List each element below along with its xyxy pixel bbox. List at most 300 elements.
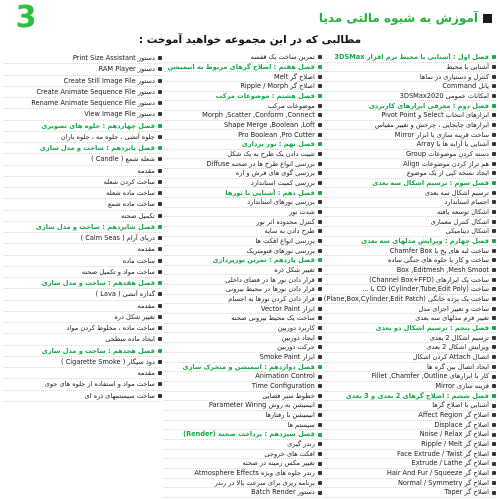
square-bullet-icon: [158, 292, 162, 296]
list-item: [324, 314, 496, 324]
square-bullet-icon: [318, 123, 322, 127]
list-item-text: ساخت یک پرده خانگی (Plane,Box,Cylinder,Edit Patch): [323, 295, 489, 304]
list-item-text: ساخت کردن شعله: [103, 177, 155, 186]
square-bullet-icon: [158, 101, 162, 105]
section-heading: [324, 179, 496, 189]
list-item: [324, 198, 496, 208]
square-bullet-icon: [158, 360, 162, 364]
list-item: [164, 208, 322, 218]
list-item: [4, 53, 162, 64]
list-item-text: Morph ,Scatter ,Conform ,Connect: [202, 111, 315, 120]
list-item-text: دریای آرام ( Calm Seas ): [80, 234, 155, 242]
list-item: [4, 154, 162, 165]
list-item: [324, 440, 496, 450]
square-bullet-icon: [492, 481, 496, 485]
list-item: [324, 217, 496, 227]
square-bullet-icon: [318, 471, 322, 475]
list-item: [324, 140, 496, 150]
square-bullet-icon: [318, 452, 322, 456]
list-item-text: بررسی نورهای استاندارد: [247, 198, 315, 207]
square-bullet-icon: [318, 94, 322, 98]
square-bullet-icon: [492, 133, 496, 137]
square-bullet-icon: [492, 249, 496, 253]
list-item: [164, 488, 322, 498]
list-item: [164, 82, 322, 92]
square-bullet-icon: [492, 316, 496, 320]
square-bullet-icon: [492, 491, 496, 495]
square-bullet-icon: [492, 442, 496, 446]
section-heading: [164, 256, 322, 266]
square-bullet-icon: [158, 315, 162, 319]
list-item-text: تغییر شکل ذره: [114, 312, 155, 321]
list-item: [164, 392, 322, 402]
list-item-text: موضوعات مرکب: [267, 101, 315, 110]
list-item: [164, 440, 322, 450]
list-item-text: دستور Create Still Image File: [63, 76, 155, 85]
list-item-text: برنامه ریزی برای سرعت بالا در رندر: [214, 478, 315, 487]
list-item-text: ساخت ماده: [122, 256, 155, 265]
square-bullet-icon: [318, 229, 322, 233]
square-bullet-icon: [158, 146, 162, 150]
list-item-text: خطوط سیر فضایی: [262, 391, 315, 400]
list-item: [324, 63, 496, 73]
topic-column-2: [164, 53, 322, 498]
list-item-text: ایجاد ماده سطحی: [105, 335, 155, 344]
square-bullet-icon: [492, 123, 496, 127]
list-item-text: فصل هفدهم : ساخت و مدل سازی: [41, 279, 155, 287]
list-item: [324, 304, 496, 314]
list-item: [324, 159, 496, 169]
list-item: [324, 372, 496, 382]
square-bullet-icon: [492, 278, 496, 282]
list-item-text: ابزار Vector Paint: [260, 304, 315, 313]
list-item-text: تمرین ساخت یک قفسه: [250, 53, 315, 62]
square-bullet-icon: [492, 55, 496, 59]
list-item: [324, 256, 496, 266]
section-heading: [4, 143, 162, 154]
list-item: [324, 266, 496, 276]
square-bullet-icon: [318, 413, 322, 417]
square-bullet-icon: [318, 297, 322, 301]
list-item: [324, 92, 496, 102]
list-item: [4, 233, 162, 244]
topic-column-3: [4, 53, 162, 498]
list-item-text: فصل هفتم : اصلاح گرهای مربوط به انیمیشن: [167, 62, 315, 71]
list-item-text: بررسی کمیت استاندارد: [250, 178, 315, 187]
list-item: [4, 256, 162, 267]
section-heading: [4, 121, 162, 132]
square-bullet-icon: [318, 394, 322, 398]
list-item: [164, 150, 322, 160]
list-item: [324, 121, 496, 131]
list-item-text: اشکال توسعه یافته: [437, 207, 489, 216]
list-item-text: ساخت ماده شعله: [106, 189, 155, 197]
volume-number-badge: 3: [15, 0, 37, 35]
square-bullet-icon: [492, 65, 496, 69]
square-bullet-icon: [318, 210, 322, 214]
square-bullet-icon: [318, 162, 322, 166]
list-item-text: ایجاد دوربین: [281, 333, 315, 342]
list-item-text: بررسی انواع افکت ها: [255, 236, 315, 245]
square-bullet-icon: [318, 316, 322, 320]
square-bullet-icon: [492, 75, 496, 79]
square-bullet-icon: [492, 404, 496, 408]
square-bullet-icon: [318, 65, 322, 69]
list-item-text: مقدمه: [137, 245, 155, 254]
list-item-text: ساخت سیستمهای ذره ای: [84, 391, 155, 400]
square-bullet-icon: [492, 152, 496, 156]
square-bullet-icon: [492, 365, 496, 369]
section-heading: [4, 346, 162, 357]
square-bullet-icon: [318, 200, 322, 204]
list-item: [324, 285, 496, 295]
list-item: [4, 368, 162, 379]
topic-column-1: [324, 53, 496, 498]
list-item-text: دستور Print Size Assistant: [72, 54, 155, 62]
list-item: [164, 121, 322, 131]
list-item-text: اصلاح گر Ripple / Melt: [421, 440, 489, 449]
square-bullet-icon: [318, 433, 322, 437]
square-bullet-icon: [158, 157, 162, 161]
square-bullet-icon: [492, 191, 496, 195]
list-item-text: افکت های خروجی: [264, 449, 315, 458]
square-bullet-icon: [492, 375, 496, 379]
list-item-text: قرینه سازی Mirror: [435, 382, 489, 391]
section-heading: [324, 53, 496, 63]
square-bullet-icon: [158, 281, 162, 285]
list-item: [164, 479, 322, 489]
list-item-text: اشکال دینامیکی: [445, 227, 489, 236]
list-item-text: فصل شانزدهم : ساخت و مدل سازی: [35, 222, 155, 231]
square-bullet-icon: [158, 202, 162, 206]
square-bullet-icon: [492, 326, 496, 330]
list-item-text: مقدمه: [137, 166, 155, 175]
list-item: [4, 64, 162, 75]
section-heading: [324, 324, 496, 334]
list-item: [164, 343, 322, 353]
square-bullet-icon: [492, 104, 496, 108]
list-item-text: Shape Merge ,Boolean ,Loft: [224, 120, 315, 129]
list-item: [4, 76, 162, 87]
list-item-text: اصلاح گر Face Extrude / Twist: [397, 449, 489, 458]
square-bullet-icon: [492, 336, 496, 340]
list-item-text: تکمیل صحنه: [121, 211, 155, 220]
square-bullet-icon: [318, 142, 322, 146]
square-bullet-icon: [318, 258, 322, 262]
list-item: [324, 150, 496, 160]
square-bullet-icon: [158, 225, 162, 229]
square-bullet-icon: [158, 337, 162, 341]
list-item-text: امکانات عمومی 3DSMax2020: [399, 91, 489, 100]
list-item: [324, 333, 496, 343]
list-item-text: انیمیشن به روش Parameter Wiring: [208, 401, 315, 410]
section-heading: [164, 363, 322, 373]
list-item: [324, 421, 496, 431]
list-item-text: فصل دهم : آشنایی با نورها: [225, 188, 315, 197]
square-bullet-icon: [158, 371, 162, 375]
list-item-text: آشنایی با محیط: [446, 62, 489, 71]
square-bullet-icon: [158, 169, 162, 173]
section-heading: [164, 92, 322, 102]
list-item-text: ساخت مواد و استفاده از جلوه های جوی: [44, 380, 155, 389]
list-item-text: ابزارهای جابجایی ، چرخش و تغییر مقیاس: [374, 120, 489, 129]
list-item-text: ساخت مواد و تکمیل صحنه: [81, 267, 155, 276]
list-item-text: ساخت لبه های پخ با Chamfer Box: [389, 246, 489, 255]
list-item-text: ایجاد نسخه کپی از یک موضوع: [406, 169, 489, 178]
list-item: [4, 87, 162, 98]
list-item-text: جلوه آتشی ، جلوه مه ، جلوه باران: [60, 132, 155, 141]
list-item-text: فصل یازدهم : تمرین نورپردازی: [212, 256, 315, 265]
list-item: [324, 188, 496, 198]
square-bullet-icon: [158, 112, 162, 116]
square-bullet-icon: [492, 181, 496, 185]
list-item: [4, 177, 162, 188]
list-item-text: فصل ششم : اصلاح گرهای 2 بعدی و 3 بعدی: [345, 391, 489, 400]
list-item-text: طرح دادن به سایه: [264, 227, 315, 236]
list-item: [164, 304, 322, 314]
section-heading: [4, 222, 162, 233]
list-item: [324, 459, 496, 469]
list-item-text: دود سیگار ( Cigarette Smoke ): [61, 357, 155, 366]
list-item: [164, 169, 322, 179]
list-item: [164, 217, 322, 227]
list-item-text: قرار دادن نورها در محیط بیرونی: [225, 285, 315, 294]
square-bullet-icon: [318, 133, 322, 137]
list-item: [324, 430, 496, 440]
list-item-text: کار با ابزارهای Fillet ,Chamfer ,Outline: [371, 372, 489, 381]
list-item: [164, 227, 322, 237]
list-item: [164, 159, 322, 169]
list-item: [324, 295, 496, 305]
list-item: [324, 111, 496, 121]
list-item-text: اجسام استاندارد: [444, 198, 489, 207]
square-bullet-icon: [318, 268, 322, 272]
list-item-text: ساخت پک ابزارهای (Channel Box+FFD): [369, 275, 489, 284]
square-bullet-icon: [318, 481, 322, 485]
list-item: [4, 109, 162, 120]
list-item-text: اتصال Attach کردن اشکال: [412, 353, 489, 362]
list-item-text: ترسیم اشکال سه بعدی: [424, 188, 489, 197]
square-bullet-icon: [318, 239, 322, 243]
square-bullet-icon: [318, 113, 322, 117]
list-item: [324, 411, 496, 421]
square-bullet-icon: [492, 452, 496, 456]
list-item: [324, 246, 496, 256]
list-item-text: اشکال کنترل معماری: [430, 217, 489, 226]
list-item-text: ترسیم اشکال 2 بعدی: [429, 333, 489, 342]
list-item-text: دستور View Image File: [84, 110, 155, 119]
square-bullet-icon: [492, 220, 496, 224]
list-item: [4, 301, 162, 312]
list-item: [4, 166, 162, 177]
list-item: [324, 469, 496, 479]
list-item-text: فصل چهاردهم : جلوه های تصویری: [41, 121, 155, 130]
square-bullet-icon: [318, 287, 322, 291]
list-item-text: ویرایش اشکال 2 بعدی: [426, 343, 489, 352]
square-bullet-icon: [318, 104, 322, 108]
list-item-text: شعله شمع ( Candle ): [91, 155, 155, 164]
list-item-text: آشنایی با اصلاح گرها: [432, 401, 489, 410]
square-bullet-icon: [492, 345, 496, 349]
square-bullet-icon: [158, 79, 162, 83]
list-item: [164, 421, 322, 431]
header: [0, 0, 500, 34]
list-item: [324, 208, 496, 218]
square-bullet-icon: [492, 162, 496, 166]
square-bullet-icon: [492, 239, 496, 243]
list-item-text: دسته کردن موضوعات Group: [405, 149, 489, 158]
square-bullet-icon: [492, 394, 496, 398]
list-item: [164, 237, 322, 247]
square-bullet-icon: [492, 287, 496, 291]
list-item: [164, 266, 322, 276]
square-bullet-icon: [318, 404, 322, 408]
square-bullet-icon: [492, 297, 496, 301]
square-bullet-icon: [158, 247, 162, 251]
list-item-text: دستور Create Animate Sequence File: [36, 87, 155, 96]
list-item-text: آشنایی با آرایه ها با Array: [416, 140, 489, 149]
square-bullet-icon: [158, 214, 162, 218]
list-item-text: اصلاح گر Hair And Fur / Squeeze: [386, 469, 489, 478]
square-bullet-icon: [318, 55, 322, 59]
list-item: [164, 324, 322, 334]
list-item: [4, 289, 162, 300]
square-bullet-icon: [318, 152, 322, 156]
list-item-text: شدت نور: [289, 207, 315, 216]
square-bullet-icon: [492, 84, 496, 88]
list-item: [164, 382, 322, 392]
list-item-text: بررسی نورهای فتومتریک: [246, 246, 315, 255]
list-item: [4, 132, 162, 143]
square-bullet-icon: [492, 229, 496, 233]
square-bullet-icon: [158, 349, 162, 353]
square-bullet-icon: [158, 394, 162, 398]
list-item-text: اصلاح گر Taper: [444, 488, 489, 497]
list-item: [164, 53, 322, 63]
list-item: [324, 488, 496, 498]
square-bullet-icon: [318, 307, 322, 311]
list-item-text: کاربرد دوربین: [277, 324, 315, 333]
square-bullet-icon: [318, 462, 322, 466]
list-item-text: رندر گیری: [287, 440, 315, 449]
list-item-text: پانل Command: [442, 82, 489, 91]
square-bullet-icon: [492, 384, 496, 388]
square-bullet-icon: [492, 471, 496, 475]
list-item-text: Time Configuration: [251, 382, 315, 391]
square-bullet-icon: [492, 258, 496, 262]
list-item: [4, 323, 162, 334]
list-item: [324, 382, 496, 392]
square-bullet-icon: [318, 442, 322, 446]
list-item: [164, 246, 322, 256]
square-bullet-icon: [158, 236, 162, 240]
list-item: [164, 72, 322, 82]
list-item-text: رندر جلوه های ویژه Atmosphere Effects: [194, 469, 315, 478]
list-item: [324, 401, 496, 411]
list-item-text: اصلاح گر Melt: [274, 72, 315, 81]
list-item: [4, 244, 162, 255]
square-bullet-icon: [318, 191, 322, 195]
square-bullet-icon: [318, 345, 322, 349]
list-item: [164, 198, 322, 208]
square-bullet-icon: [492, 423, 496, 427]
page-title: مطالبی که در این مجموعه خواهید آموخت :: [138, 34, 362, 46]
list-item: [324, 72, 496, 82]
square-bullet-icon: [492, 171, 496, 175]
list-item: [4, 199, 162, 210]
list-item: [4, 211, 162, 222]
list-item: [164, 459, 322, 469]
square-bullet-icon: [492, 433, 496, 437]
square-bullet-icon: [318, 171, 322, 175]
list-item: [164, 111, 322, 121]
section-heading: [324, 237, 496, 247]
list-item-text: تغییر شکل ذره: [274, 266, 315, 274]
list-item-text: کنترل و دستیاری در نماها: [419, 72, 489, 81]
square-bullet-icon: [158, 382, 162, 386]
list-item-text: گدازه آتشی ( Lava ): [95, 290, 155, 299]
square-bullet-icon: [318, 355, 322, 359]
list-item: [164, 179, 322, 189]
list-item-text: Pro Boolean ,Pro Cutter: [238, 130, 315, 139]
section-heading: [164, 188, 322, 198]
list-item: [324, 450, 496, 460]
square-bullet-icon: [492, 200, 496, 204]
list-item-text: اصلاح گر Noise / Relax: [419, 430, 489, 439]
list-item: [4, 357, 162, 368]
square-bullet-icon: [492, 210, 496, 214]
list-item-text: بررسی گوی های فرش و اره: [235, 169, 315, 178]
list-item-text: اصلاح گر Affect Region: [418, 411, 489, 420]
square-bullet-icon: [158, 180, 162, 184]
list-item: [164, 275, 322, 285]
list-item-text: اصلاح گر Ripple / Morph: [240, 82, 315, 91]
list-item: [164, 353, 322, 363]
list-item-text: ساخت و کار با جلوه های جنگی ساده: [387, 256, 489, 265]
list-item-text: ساخت قرینه سازی با ابزار Mirror: [394, 130, 489, 139]
section-heading: [324, 101, 496, 111]
list-item: [164, 411, 322, 421]
square-bullet-icon: [483, 14, 492, 23]
list-item-text: اصلاح گر Extrude / Lathe: [411, 459, 489, 468]
list-item-text: فصل سوم : ترسیم اشکال سه بعدی: [372, 178, 489, 187]
list-item-text: تغییر فرم مدلهای سه بعدی: [415, 314, 489, 323]
list-item: [164, 285, 322, 295]
square-bullet-icon: [318, 375, 322, 379]
list-item: [4, 267, 162, 278]
square-bullet-icon: [318, 326, 322, 330]
list-item-text: ساخت و تغییر اجزای مدل: [418, 304, 489, 313]
list-item-text: فصل سیزدهم : پرداخت صحنه (Render): [183, 430, 315, 439]
square-bullet-icon: [158, 135, 162, 139]
square-bullet-icon: [492, 142, 496, 146]
square-bullet-icon: [492, 268, 496, 272]
square-bullet-icon: [158, 270, 162, 274]
brand: [319, 6, 492, 30]
square-bullet-icon: [158, 326, 162, 330]
list-item-text: قرار دادن نور ها در فضای داخلی: [225, 275, 315, 284]
list-item-text: ساخت یک محیط بیرونی صحنه: [231, 314, 315, 323]
section-heading: [4, 278, 162, 289]
list-item: [324, 227, 496, 237]
list-item: [324, 353, 496, 363]
square-bullet-icon: [158, 67, 162, 71]
list-item: [324, 275, 496, 285]
topics-columns: [4, 53, 496, 498]
list-item: [324, 130, 496, 140]
square-bullet-icon: [318, 249, 322, 253]
section-heading: [164, 63, 322, 73]
